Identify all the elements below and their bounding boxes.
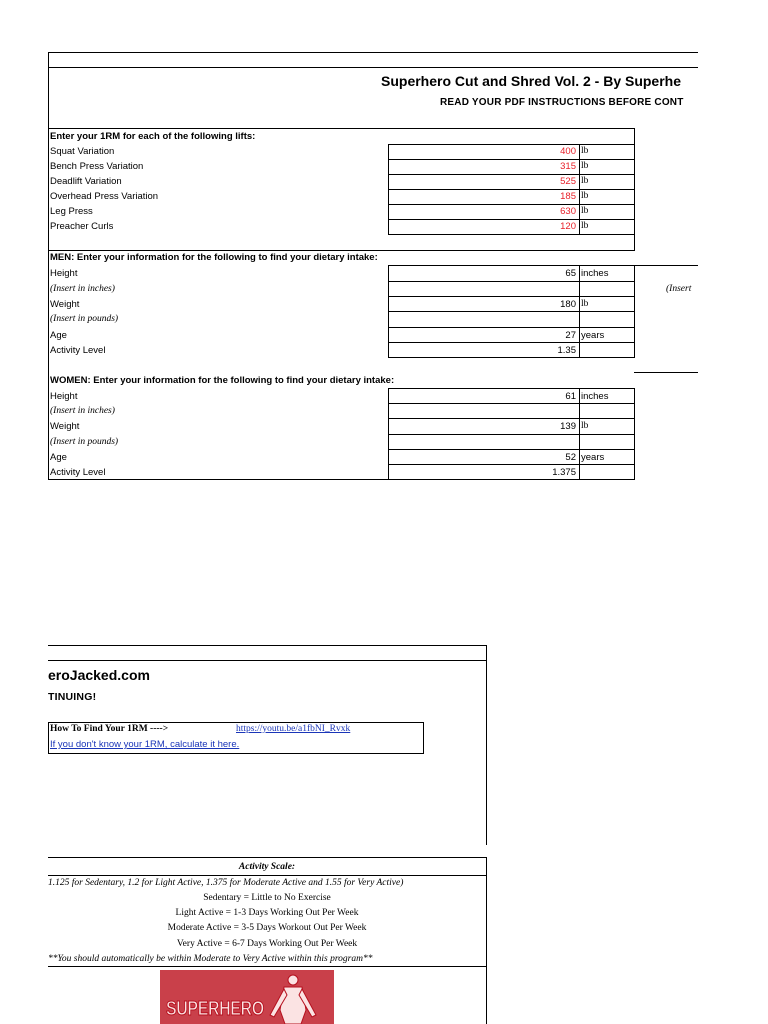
superhero-figure-icon: [160, 970, 334, 1024]
activity-scale-line: Sedentary = Little to No Exercise: [203, 893, 331, 903]
site-title: eroJacked.com: [48, 667, 150, 683]
continuing-subtitle: TINUING!: [48, 691, 97, 703]
women-weight-unit: lb: [581, 421, 589, 431]
lift-value-curls[interactable]: 120: [560, 221, 576, 232]
lift-label-ohp: Overhead Press Variation: [50, 191, 159, 202]
men-age-unit: years: [581, 330, 605, 341]
women-weight-value[interactable]: 139: [560, 421, 576, 432]
women-activity-value[interactable]: 1.375: [552, 467, 576, 478]
lift-unit: lb: [581, 206, 589, 216]
men-height-unit: inches: [581, 268, 609, 279]
men-activity-label: Activity Level: [50, 345, 106, 356]
lift-label-deadlift: Deadlift Variation: [50, 176, 122, 187]
lift-value-deadlift[interactable]: 525: [560, 176, 576, 187]
lift-value-bench[interactable]: 315: [560, 161, 576, 172]
page-title: Superhero Cut and Shred Vol. 2 - By Superhe: [381, 73, 682, 89]
women-activity-label: Activity Level: [50, 467, 106, 478]
page-subtitle: READ YOUR PDF INSTRUCTIONS BEFORE CONT: [440, 97, 684, 108]
men-age-label: Age: [50, 330, 67, 341]
activity-scale-line: Moderate Active = 3-5 Days Workout Out Per Week: [167, 923, 367, 933]
men-height-value[interactable]: 65: [565, 268, 576, 279]
superhero-logo: [160, 970, 334, 1024]
men-age-value[interactable]: 27: [565, 330, 576, 341]
find-1rm-label: How To Find Your 1RM ---->: [50, 724, 169, 734]
lift-unit: lb: [581, 191, 589, 201]
side-note: (Insert: [666, 284, 692, 294]
activity-scale-line: 1.125 for Sedentary, 1.2 for Light Active, 1.375 for Moderate Active and 1.55 for Very Active): [48, 878, 404, 888]
men-height-label: Height: [50, 268, 78, 279]
men-header: MEN: Enter your information for the following to find your dietary intake:: [50, 252, 378, 263]
lift-label-legpress: Leg Press: [50, 206, 93, 217]
lift-unit: lb: [581, 146, 589, 156]
women-height-note: (Insert in inches): [50, 406, 115, 416]
women-age-label: Age: [50, 452, 67, 463]
men-weight-note: (Insert in pounds): [50, 314, 119, 324]
activity-scale-line: **You should automatically be within Moderate to Very Active within this program**: [48, 954, 373, 964]
men-weight-label: Weight: [50, 299, 80, 310]
men-height-note: (Insert in inches): [50, 284, 115, 294]
logo-text: SUPERHERO: [166, 998, 264, 1020]
lift-label-squat: Squat Variation: [50, 146, 115, 157]
lift-value-squat[interactable]: 400: [560, 146, 576, 157]
men-weight-unit: lb: [581, 299, 589, 309]
men-weight-value[interactable]: 180: [560, 299, 576, 310]
women-weight-note: (Insert in pounds): [50, 437, 119, 447]
lift-value-ohp[interactable]: 185: [560, 191, 576, 202]
lift-unit: lb: [581, 221, 589, 231]
lift-label-curls: Preacher Curls: [50, 221, 114, 232]
lift-unit: lb: [581, 161, 589, 171]
activity-scale-line: Very Active = 6-7 Days Working Out Per Week: [176, 939, 358, 949]
activity-scale-title: Activity Scale:: [238, 862, 296, 872]
lift-value-legpress[interactable]: 630: [560, 206, 576, 217]
lift-label-bench: Bench Press Variation: [50, 161, 144, 172]
men-activity-value[interactable]: 1.35: [557, 345, 576, 356]
women-height-unit: inches: [581, 391, 609, 402]
calc-1rm-link[interactable]: If you don't know your 1RM, calculate it here.: [50, 739, 240, 750]
women-header: WOMEN: Enter your information for the following to find your dietary intake:: [50, 375, 395, 386]
women-height-value[interactable]: 61: [565, 391, 576, 402]
women-weight-label: Weight: [50, 421, 80, 432]
lift-unit: lb: [581, 176, 589, 186]
lifts-header: Enter your 1RM for each of the following lifts:: [50, 131, 256, 142]
activity-scale-line: Light Active = 1-3 Days Working Out Per Week: [175, 908, 359, 918]
women-height-label: Height: [50, 391, 78, 402]
youtube-link[interactable]: https://youtu.be/a1fbNI_Rvxk: [236, 724, 351, 734]
women-age-value[interactable]: 52: [565, 452, 576, 463]
women-age-unit: years: [581, 452, 605, 463]
